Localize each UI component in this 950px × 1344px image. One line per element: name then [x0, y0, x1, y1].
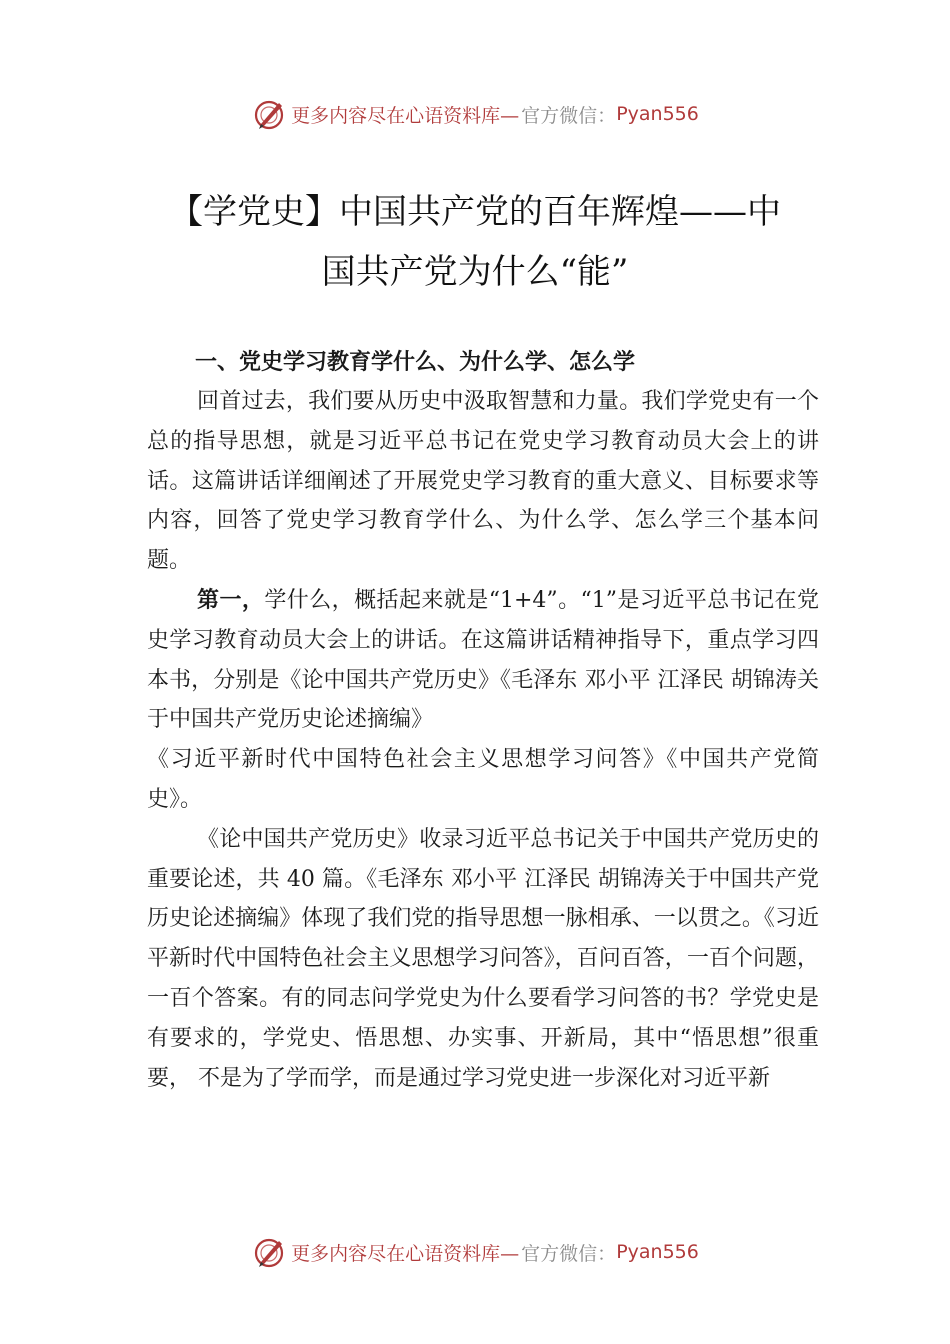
banner-wechat-id: Pyan556 [616, 103, 699, 125]
banner-wechat-id: Pyan556 [616, 1241, 699, 1263]
banner-wechat-label: 官方微信： [521, 1242, 617, 1265]
document-body [147, 342, 819, 1098]
banner-text: 更多内容尽在心语资料库— [291, 104, 520, 127]
section-heading: 一、党史学习教育学什么、为什么学、怎么学 [195, 349, 636, 375]
footer-banner [0, 1232, 950, 1272]
pen-logo-icon [251, 96, 287, 132]
header-banner [0, 94, 950, 134]
document-title [100, 182, 850, 302]
paragraph-2-text: 学什么，概括起来就是“1+4”。“1”是习近平总书记在党史学习教育动员大会上的讲话。在这篇讲话精神指导下，重点学习四本书，分别是《论中国共产党历史》《毛泽东 邓小平 江泽民 胡锦涛关于中国共产党历史论述摘编》 [147, 587, 819, 733]
paragraph-1: 回首过去，我们要从历史中汲取智慧和力量。我们学党史有一个总的指导思想，就是习近平总书记在党史学习教育动员大会上的讲话。这篇讲话详细阐述了开展党史学习教育的重大意义、目标要求等内容，回答了党史学习教育学什么、为什么学、怎么学三个基本问题。 [147, 389, 819, 574]
pen-logo-icon [251, 1234, 287, 1270]
paragraph-2-lead: 第一， [197, 586, 265, 613]
paragraph-3: 《论中国共产党历史》收录习近平总书记关于中国共产党历史的重要论述，共 40 篇。《毛泽东 邓小平 江泽民 胡锦涛关于中国共产党历史论述摘编》体现了我们党的指导思想一脉相承、一以贯之。《习近平新时代中国特色社会主义思想学习问答》，百问百答，一百个问题，一百个答案。有的同志问学党史为什么要看学习问答的书？学党史是有要求的，学党史、悟思想、办实事、开新局，其中“悟思想”很重要， 不是为了学而学，而是通过学习党史进一步深化对习近平新 [147, 826, 819, 1091]
paragraph-2-continued: 《习近平新时代中国特色社会主义思想学习问答》《中国共产党简史》。 [147, 747, 819, 812]
banner-wechat-label: 官方微信： [521, 104, 617, 127]
paragraph-2 [147, 581, 819, 740]
banner-text: 更多内容尽在心语资料库— [291, 1242, 520, 1265]
title-line-1: 【学党史】中国共产党的百年辉煌——中 [169, 192, 781, 232]
title-line-2: 国共产党为什么“能” [321, 252, 629, 292]
